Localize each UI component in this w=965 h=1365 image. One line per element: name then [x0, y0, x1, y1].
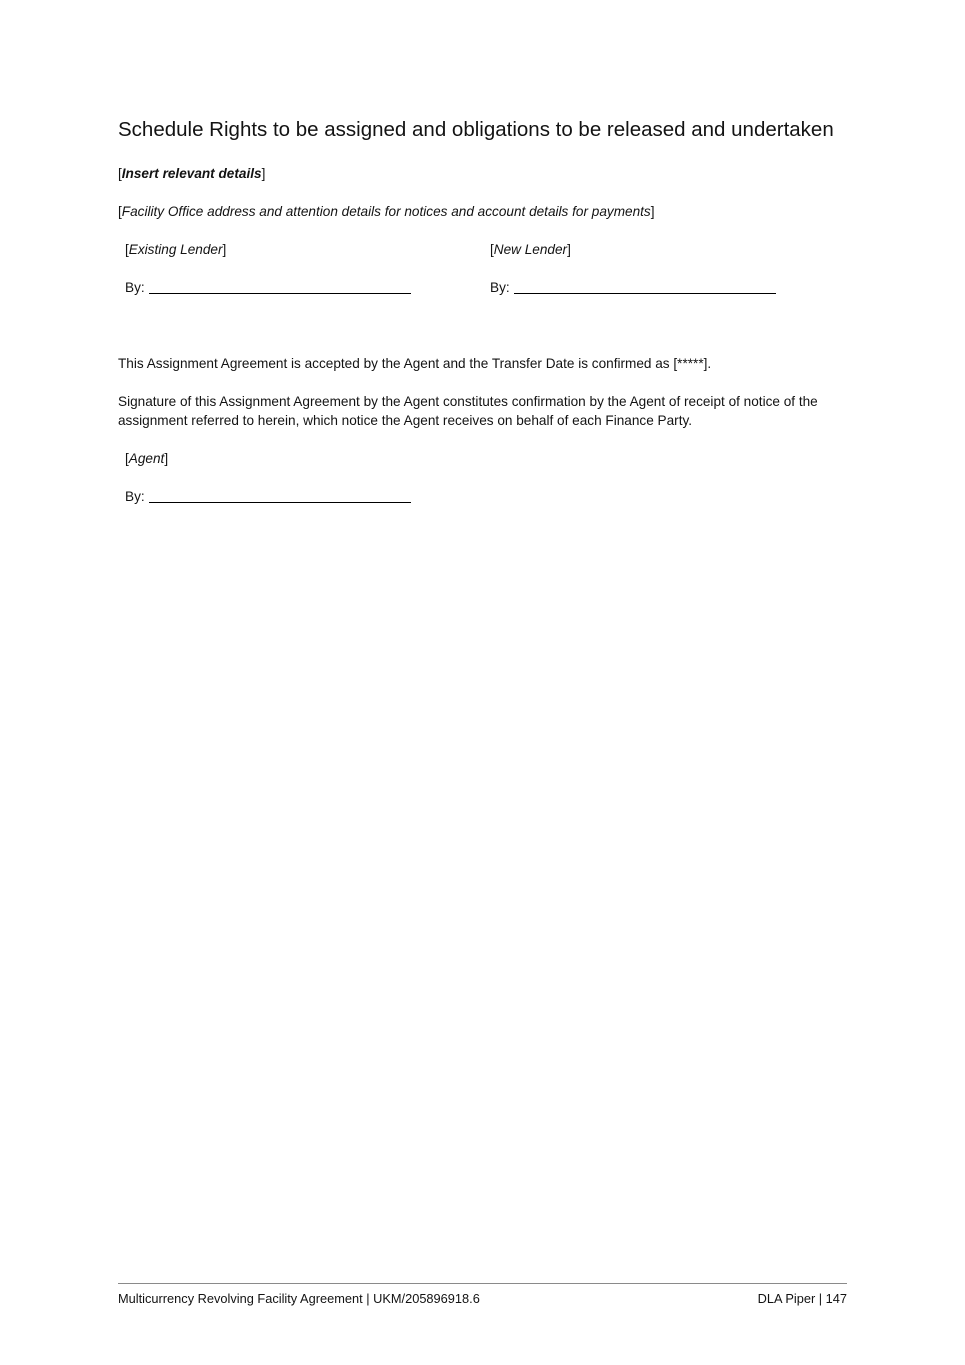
bracket-close: ] — [261, 166, 266, 181]
bracket-close: ] — [650, 204, 655, 219]
agent-by-line — [118, 487, 848, 506]
bracket-open: [ — [118, 204, 122, 219]
by-label: By: — [125, 489, 145, 504]
facility-office-text: Facility Office address and attention details for notices and account details for payments — [121, 204, 651, 219]
page-content — [118, 116, 848, 525]
agent-text: Agent — [128, 451, 165, 466]
agent-signature-line — [149, 490, 411, 503]
footer-page-number: DLA Piper | 147 — [757, 1291, 847, 1306]
facility-office-line — [118, 202, 848, 221]
by-label: By: — [490, 280, 510, 295]
footer-text-row — [118, 1291, 847, 1307]
bracket-close: ] — [222, 242, 227, 257]
bracket-open: [ — [118, 166, 122, 181]
existing-lender-signature-line — [149, 281, 411, 294]
existing-lender-text: Existing Lender — [128, 242, 223, 257]
new-lender-by-line — [490, 278, 848, 297]
lender-signature-by-row — [118, 278, 848, 354]
existing-lender-by-line — [118, 278, 490, 297]
footer-document-title: Multicurrency Revolving Facility Agreement | UKM/205896918.6 — [118, 1291, 480, 1306]
page-footer — [118, 1283, 847, 1307]
insert-details-text: Insert relevant details — [121, 166, 262, 181]
bracket-open: [ — [125, 451, 129, 466]
new-lender-label — [490, 240, 848, 259]
new-lender-signature-line — [514, 281, 776, 294]
schedule-heading: Schedule Rights to be assigned and obligations to be released and undertaken — [118, 118, 834, 141]
new-lender-text: New Lender — [493, 242, 568, 257]
signature-confirmation-paragraph: Signature of this Assignment Agreement by the Agent constitutes confirmation by the Agent of receipt of notice of the assignment referred to herein, which notice the Agent receives on behalf of each Finance Party. — [118, 394, 818, 428]
bracket-close: ] — [164, 451, 169, 466]
agent-label — [118, 449, 848, 468]
existing-lender-label — [118, 240, 490, 259]
bracket-open: [ — [490, 242, 494, 257]
bracket-close: ] — [567, 242, 571, 257]
lender-signature-labels-row — [118, 240, 848, 278]
acceptance-paragraph: This Assignment Agreement is accepted by the Agent and the Transfer Date is confirmed as [*****]. — [118, 356, 712, 371]
bracket-open: [ — [125, 242, 129, 257]
insert-details-line — [118, 164, 848, 183]
by-label: By: — [125, 280, 145, 295]
footer-divider — [118, 1283, 847, 1284]
